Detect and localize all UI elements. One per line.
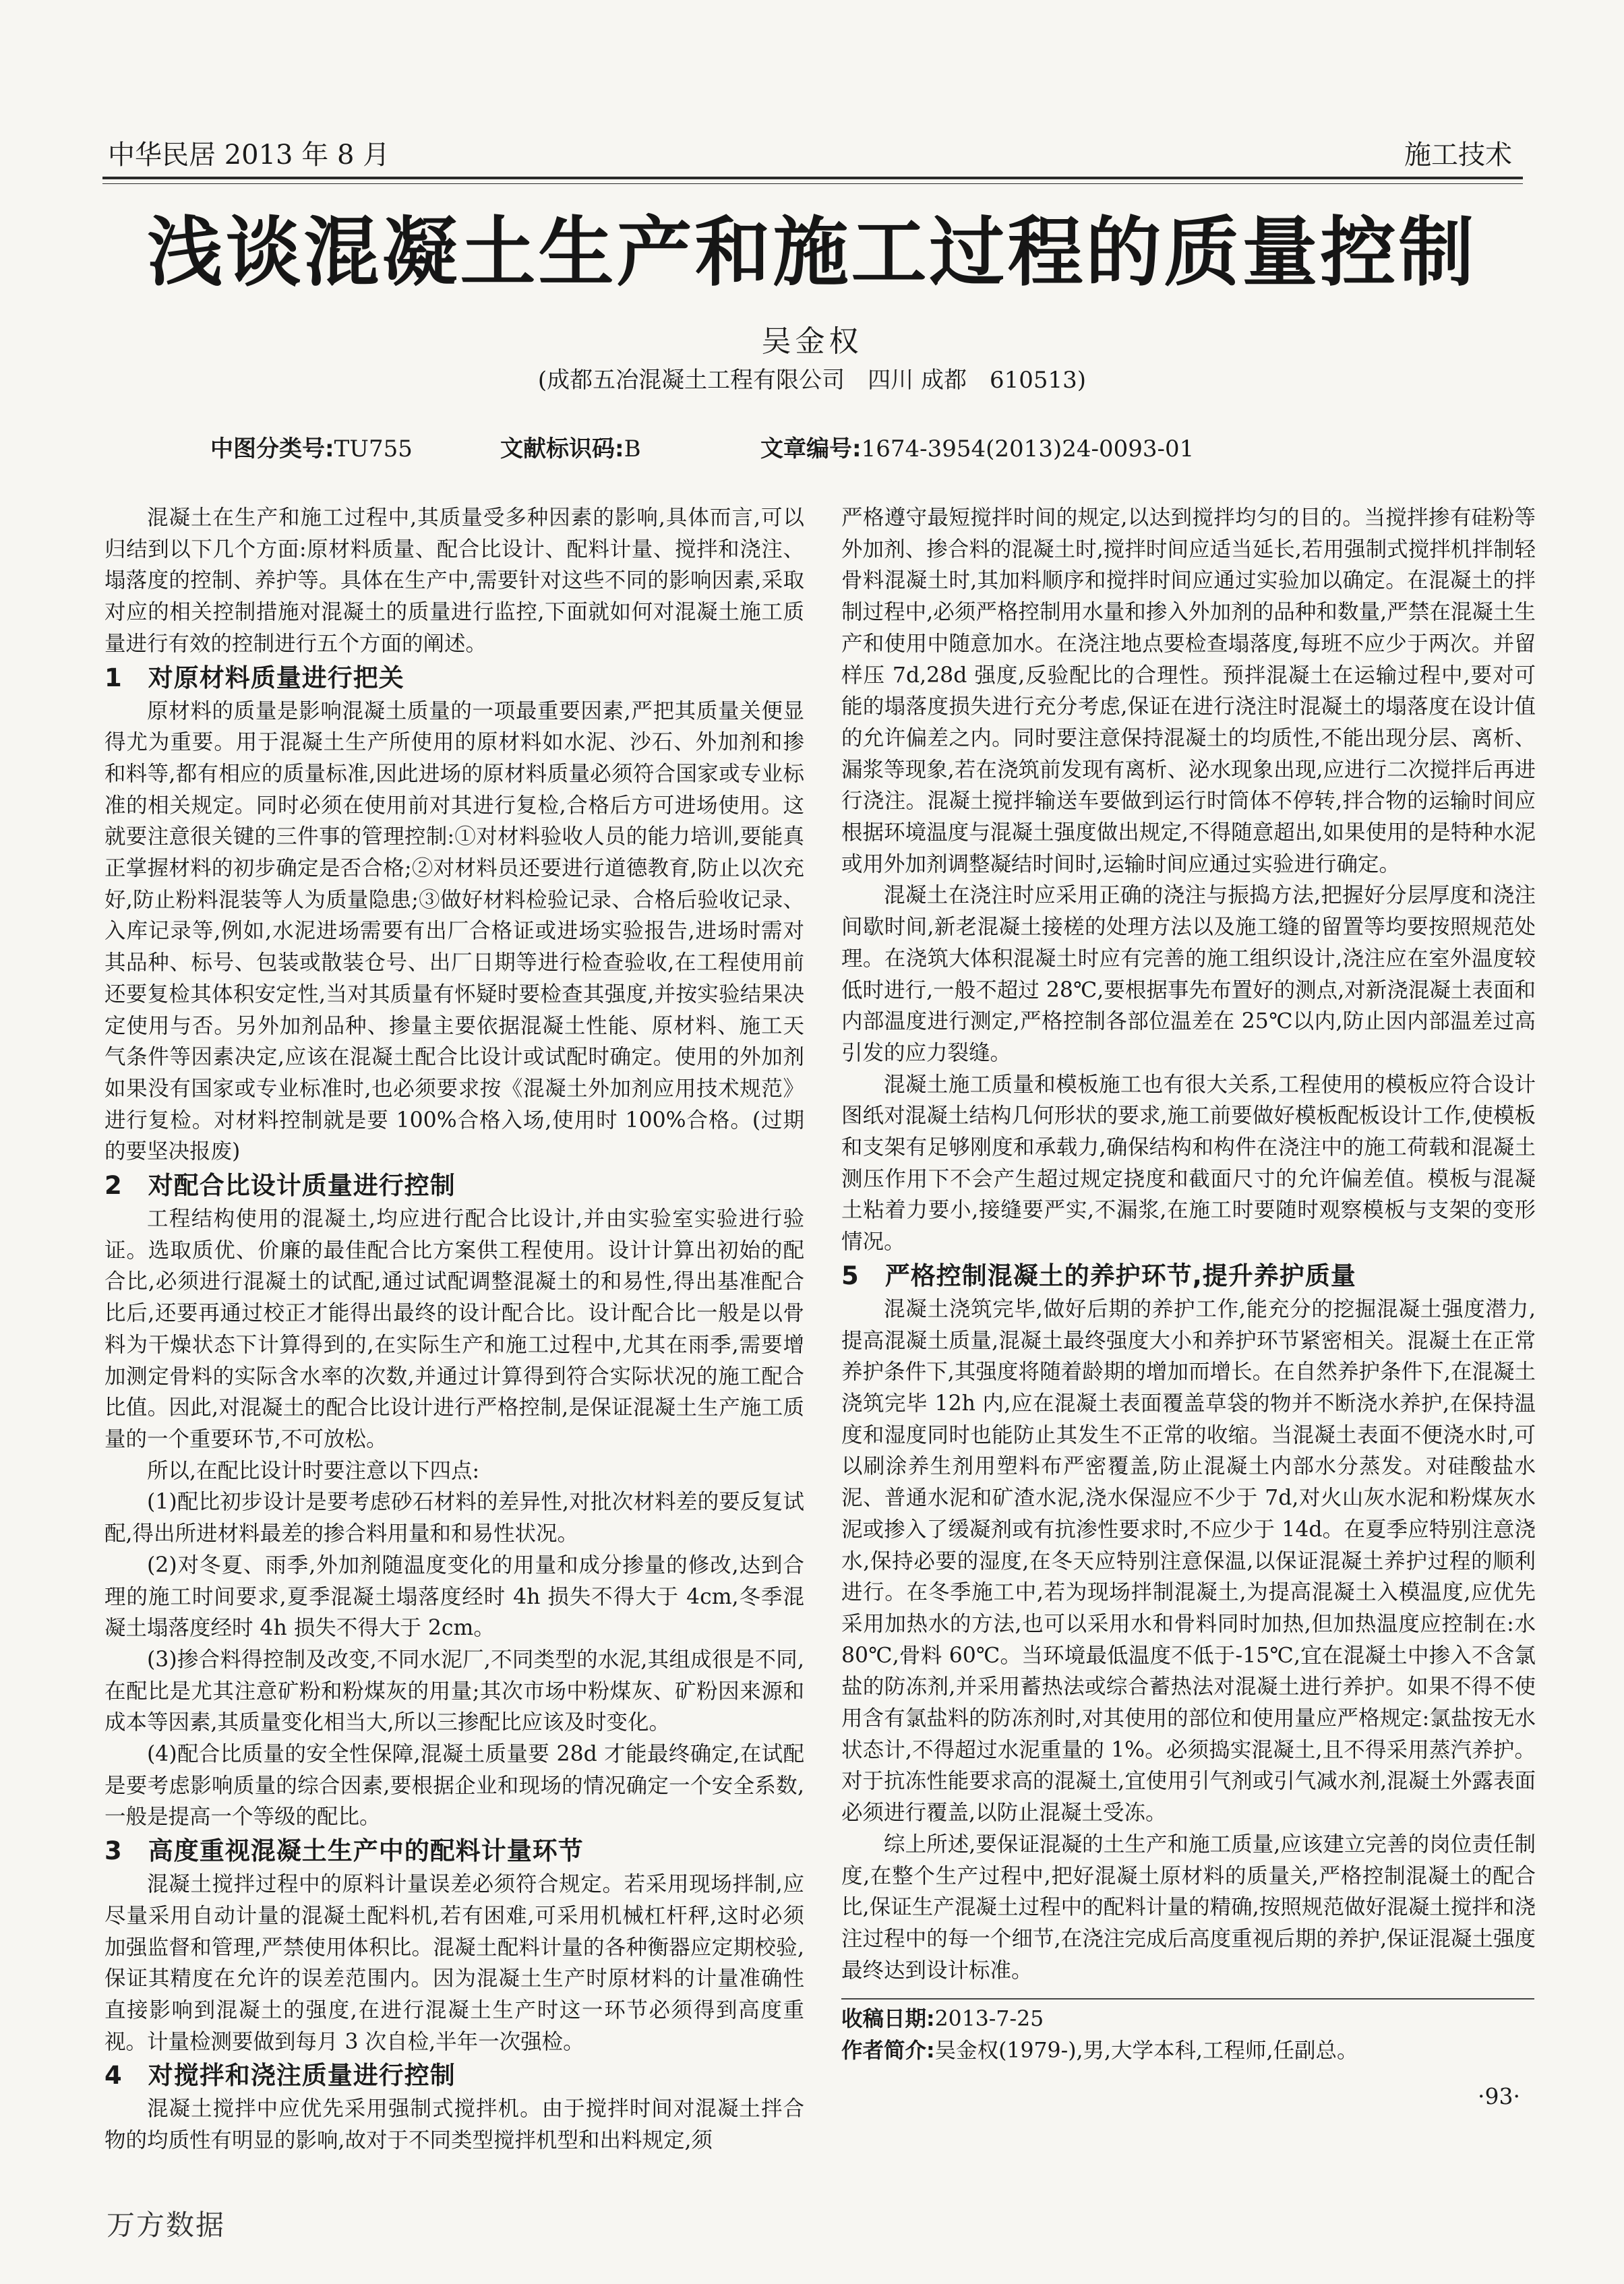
section-2-list-item: (4)配合比质量的安全性保障,混凝土质量要 28d 才能最终确定,在试配是要考虑影响质量的综合因素,要根据企业和现场的情况确定一个安全系数,一般是提高一个等级的配比。 xyxy=(104,1742,804,1830)
database-watermark: 万方数据 xyxy=(107,2208,226,2242)
article-number xyxy=(760,430,1194,463)
section-heading-4: 4 对搅拌和浇注质量进行控制 xyxy=(104,2061,456,2091)
section-5-paragraph: 混凝土浇筑完毕,做好后期的养护工作,能充分的挖掘混凝土强度潜力,提高混凝土质量,混凝土最终强度大小和养护环节紧密相关。混凝土在正常养护条件下,其强度将随着龄期的增加而增长。在自然养护条件下,在混凝土浇筑完毕 12h 内,应在混凝土表面覆盖草袋的物并不断浇水养护,在保持温度和湿度同时也能防止其发生不正常的收缩。当混凝土表面不便浇水时,可以刷涂养生剂用塑料布严密覆盖,防止混凝土内部水分蒸发。对硅酸盐水泥、普通水泥和矿渣水泥,浇水保湿应不少于 7d,对火山灰水泥和粉煤灰水泥或掺入了缓凝剂或有抗渗性要求时,不应少于 14d。在夏季应特别注意浇水,保持必要的湿度,在冬天应特别注意保温,以保证混凝土养护过程的顺利进行。在冬季施工中,若为现场拌制混凝土,为提高混凝土入模温度,应优先采用加热水的方法,也可以采用水和骨料同时加热,但加热温度应控制在:水 80℃,骨料 60℃。当环境最低温度不低于-15℃,宜在混凝土中掺入不含氯盐的防冻剂,并采用蓄热法或综合蓄热法对混凝土进行养护。如果不得不使用含有氯盐料的防冻剂时,对其使用的部位和使用量应严格规定:氯盐按无水状态计,不得超过水泥重量的 1%。必须捣实混凝土,且不得采用蒸汽养护。对于抗冻性能要求高的混凝土,宜使用引气剂或引气减水剂,混凝土外露表面必须进行覆盖,以防止混凝土受冻。 xyxy=(841,1296,1536,1826)
left-column xyxy=(104,502,804,2157)
section-4-paragraph-continued: 严格遵守最短搅拌时间的规定,以达到搅拌均匀的目的。当搅拌掺有硅粉等外加剂、掺合料的混凝土时,搅拌时间应适当延长,若用强制式搅拌机拌制轻骨料混凝土时,其加料顺序和搅拌时间应通过实验加以确定。在混凝土的拌制过程中,必须严格控制用水量和掺入外加剂的品种和数量,严禁在混凝土生产和使用中随意加水。在浇注地点要检查塌落度,每班不应少于两次。并留样压 7d,28d 强度,反验配比的合理性。预拌混凝土在运输过程中,要对可能的塌落度损失进行充分考虑,保证在进行浇注时混凝土的塌落度在设计值的允许偏差之内。同时要注意保持混凝土的均质性,不能出现分层、离析、漏浆等现象,若在浇筑前发现有离析、泌水现象出现,应进行二次搅拌后再进行浇注。混凝土搅拌输送车要做到运行时筒体不停转,拌合物的运输时间应根据环境温度与混凝土强度做出规定,不得随意超出,如果使用的是特种水泥或用外加剂调整凝结时间时,运输时间应通过实验进行确定。 xyxy=(841,506,1536,876)
received-value: 2013-7-25 xyxy=(934,2007,1044,2032)
clc-value: TU755 xyxy=(334,435,413,462)
section-heading-2: 2 对配合比设计质量进行控制 xyxy=(104,1171,456,1201)
doc-value: B xyxy=(624,435,641,462)
received-label: 收稿日期: xyxy=(841,2007,935,2032)
received-date xyxy=(841,2004,1536,2035)
section-4-paragraph: 混凝土在浇注时应采用正确的浇注与振捣方法,把握好分层厚度和浇注间歇时间,新老混凝土接槎的处理方法以及施工缝的留置等均要按照规范处理。在浇筑大体积混凝土时应有完善的施工组织设计,浇注应在室外温度较低时进行,一般不超过 28℃,要根据事先布置好的测点,对新浇混凝土表面和内部温度进行测定,严格控制各部位温差在 25℃以内,防止因内部温差过高引发的应力裂缝。 xyxy=(841,883,1536,1065)
author-bio xyxy=(841,2035,1536,2067)
section-2-paragraph: 工程结构使用的混凝土,均应进行配合比设计,并由实验室实验进行验证。选取质优、价廉的最佳配合比方案供工程使用。设计计算出初始的配合比,必须进行混凝土的试配,通过试配调整混凝土的和易性,得出基准配合比后,还要再通过校正才能得出最终的设计配合比。设计配合比一般是以骨料为干燥状态下计算得到的,在实际生产和施工过程中,尤其在雨季,需要增加测定骨料的实际含水率的次数,并通过计算得到符合实际状况的施工配合比值。因此,对混凝土的配合比设计进行严格控制,是保证混凝土生产施工质量的一个重要环节,不可放松。 xyxy=(104,1207,804,1451)
section-1-paragraph: 原材料的质量是影响混凝土质量的一项最重要因素,严把其质量关便显得尤为重要。用于混凝土生产所使用的原材料如水泥、沙石、外加剂和掺和料等,都有相应的质量标准,因此进场的原材料质量必须符合国家或专业标准的相关规定。同时必须在使用前对其进行复检,合格后方可进场使用。这就要注意很关键的三件事的管理控制:①对材料验收人员的能力培训,要能真正掌握材料的初步确定是否合格;②对材料员还要进行道德教育,防止以次充好,防止粉料混装等人为质量隐患;③做好材料检验记录、合格后验收记录、入库记录等,例如,水泥进场需要有出厂合格证或进场实验报告,进场时需对其品种、标号、包装或散装仓号、出厂日期等进行检查验收,在工程使用前还要复检其体积安定性,当对其质量有怀疑时要检查其强度,并按实验结果决定使用与否。另外加剂品种、掺量主要依据混凝土性能、原材料、施工天气条件等因素决定,应该在混凝土配合比设计或试配时确定。使用的外加剂如果没有国家或专业标准时,也必须要求按《混凝土外加剂应用技术规范》进行复检。对材料控制就是要 100%合格入场,使用时 100%合格。(过期的要坚决报废) xyxy=(104,698,804,1164)
right-column xyxy=(841,502,1536,2067)
section-2-paragraph: 所以,在配比设计时要注意以下四点: xyxy=(147,1458,480,1483)
section-2-list-item: (3)掺合料得控制及改变,不同水泥厂,不同类型的水泥,其组成很是不同,在配比是尤其注意矿粉和粉煤灰的用量;其次市场中粉煤灰、矿粉因来源和成本等因素,其质量变化相当大,所以三掺配比应该及时变化。 xyxy=(104,1647,804,1735)
document-code xyxy=(500,430,641,463)
art-label: 文章编号: xyxy=(760,435,862,462)
header-rule-thin xyxy=(102,183,1523,184)
section-2-list-item: (1)配比初步设计是要考虑砂石材料的差异性,对批次材料差的要反复试配,得出所进材料最差的掺合料用量和和易性状况。 xyxy=(104,1490,804,1546)
author-affiliation: (成都五冶混凝土工程有限公司 四川 成都 610513) xyxy=(537,367,1087,394)
section-2-list-item: (2)对冬夏、雨季,外加剂随温度变化的用量和成分掺量的修改,达到合理的施工时间要求,夏季混凝土塌落度经时 4h 损失不得大于 4cm,冬季混凝土塌落度经时 4h 损失不得大于 2cm。 xyxy=(104,1553,804,1641)
section-4-paragraph: 混凝土搅拌中应优先采用强制式搅拌机。由于搅拌时间对混凝土拌合物的均质性有明显的影响,故对于不同类型搅拌机型和出料规定,须 xyxy=(104,2097,804,2153)
clc-label: 中图分类号: xyxy=(210,435,334,462)
header-rule xyxy=(102,177,1523,179)
footnote-rule xyxy=(841,1998,1534,2000)
section-heading-3: 3 高度重视混凝土生产中的配料计量环节 xyxy=(104,1836,584,1866)
doc-label: 文献标识码: xyxy=(500,435,624,462)
article-title: 浅谈混凝土生产和施工过程的质量控制 xyxy=(147,209,1477,297)
intro-paragraph: 混凝土在生产和施工过程中,其质量受多种因素的影响,具体而言,可以归结到以下几个方面:原材料质量、配合比设计、配料计量、搅拌和浇注、塌落度的控制、养护等。具体在生产中,需要针对这些不同的影响因素,采取对应的相关控制措施对混凝土的质量进行监控,下面就如何对混凝土施工质量进行有效的控制进行五个方面的阐述。 xyxy=(104,506,804,656)
section-heading-1: 1 对原材料质量进行把关 xyxy=(104,663,404,692)
section-3-paragraph: 混凝土搅拌过程中的原料计量误差必须符合规定。若采用现场拌制,应尽量采用自动计量的混凝土配料机,若有困难,可采用机械杠杆秤,这时必须加强监督和管理,严禁使用体积比。混凝土配料计量的各种衡器应定期校验,保证其精度在允许的误差范围内。因为混凝土生产时原材料的计量准确性直接影响到混凝土的强度,在进行混凝土生产时这一环节必须得到高度重视。计量检测要做到每月 3 次自检,半年一次强检。 xyxy=(104,1872,804,2054)
bio-label: 作者简介: xyxy=(841,2039,935,2064)
section-4-paragraph: 混凝土施工质量和模板施工也有很大关系,工程使用的模板应符合设计图纸对混凝土结构几何形状的要求,施工前要做好模板配板设计工作,使模板和支架有足够刚度和承载力,确保结构和构件在浇注中的施工荷载和混凝土测压作用下不会产生超过规定挠度和截面尺寸的允许偏差值。模板与混凝土粘着力要小,接缝要严实,不漏浆,在施工时要随时观察模板与支架的变形情况。 xyxy=(841,1072,1536,1255)
running-header-section: 施工技术 xyxy=(1404,140,1512,171)
page-number: ·93· xyxy=(1478,2083,1520,2109)
art-value: 1674-3954(2013)24-0093-01 xyxy=(861,435,1195,462)
conclusion-paragraph: 综上所述,要保证混凝的土生产和施工质量,应该建立完善的岗位责任制度,在整个生产过程中,把好混凝土原材料的质量关,严格控制混凝土的配合比,保证生产混凝土过程中的配料计量的精确,按照规范做好混凝土搅拌和浇注过程中的每一个细节,在浇注完成后高度重视后期的养护,保证混凝土强度最终达到设计标准。 xyxy=(841,1832,1536,1983)
section-heading-5: 5 严格控制混凝土的养护环节,提升养护质量 xyxy=(841,1261,1356,1290)
article-author: 吴金权 xyxy=(761,324,863,359)
bio-value: 吴金权(1979-),男,大学本科,工程师,任副总。 xyxy=(934,2039,1358,2064)
clc-number xyxy=(210,430,413,463)
running-header-journal: 中华民居 2013 年 8 月 xyxy=(108,140,390,171)
